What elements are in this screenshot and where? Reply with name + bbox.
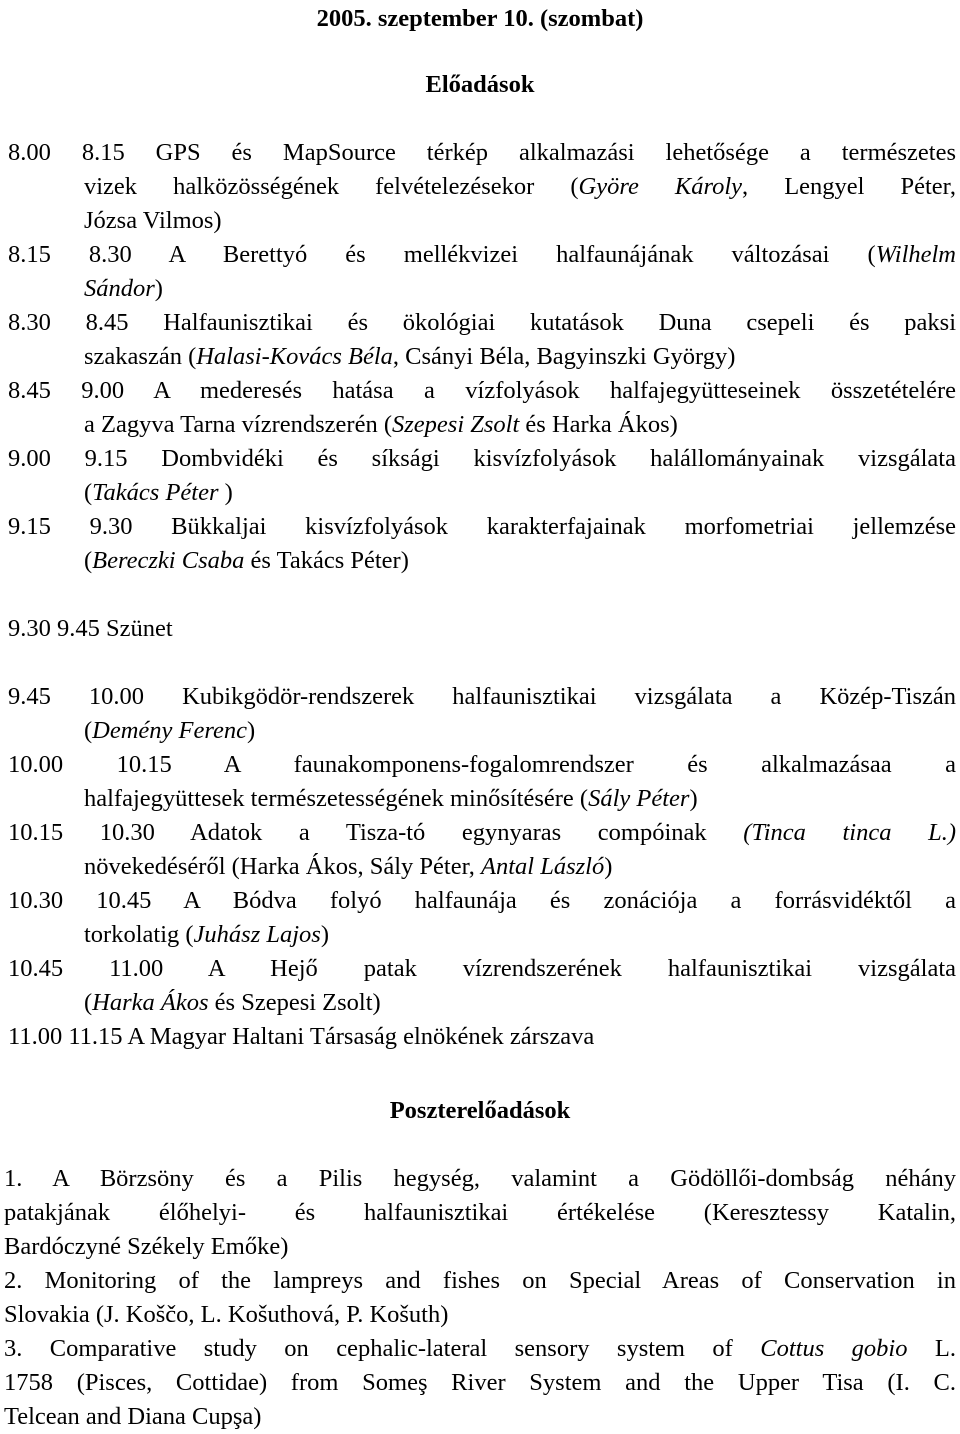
poster-entry bbox=[0, 1332, 960, 1434]
talk-entry bbox=[0, 510, 960, 578]
talk-entry bbox=[0, 612, 960, 646]
talk-entry bbox=[0, 136, 960, 238]
italic-author-name: Juhász Lajos bbox=[193, 921, 321, 948]
poster-line: Bardóczyné Székely Emőke) bbox=[4, 1233, 289, 1260]
italic-author-name: Szepesi Zsolt bbox=[392, 411, 520, 438]
italic-author-name: Antal László bbox=[481, 853, 605, 880]
talk-entry bbox=[0, 374, 960, 442]
italic-author-name: Sály Péter bbox=[588, 785, 690, 812]
spacer bbox=[0, 646, 960, 680]
talk-continuation-line: a Zagyva Tarna vízrendszerén (Szepesi Zsolt és Harka Ákos) bbox=[84, 411, 678, 438]
talk-title-line: 10.30 10.45 A Bódva folyó halfaunája és zonációja a forrásvidéktől a bbox=[8, 887, 956, 914]
talk-entry bbox=[0, 952, 960, 1020]
talk-continuation-line: Sándor) bbox=[84, 275, 163, 302]
talk-continuation-line: szakaszán (Halasi-Kovács Béla, Csányi Béla, Bagyinszki György) bbox=[84, 343, 736, 370]
talk-continuation-line: halfajegyüttesek természetességének minősítésére (Sály Péter) bbox=[84, 785, 698, 812]
talk-continuation-line: (Harka Ákos és Szepesi Zsolt) bbox=[84, 989, 381, 1016]
talk-title-line: 11.00 11.15 A Magyar Haltani Társaság elnökének zárszava bbox=[8, 1023, 595, 1050]
spacer bbox=[0, 578, 960, 612]
talk-title-line: 9.15 9.30 Bükkaljai kisvízfolyások karakterfajainak morfometriai jellemzése bbox=[8, 513, 956, 540]
talk-entry bbox=[0, 1020, 960, 1054]
posters-list bbox=[0, 1162, 960, 1434]
poster-line: 1758 (Pisces, Cottidae) from Someş River System and the Upper Tisa (I. C. bbox=[4, 1369, 956, 1396]
italic-author-name: (Tinca tinca L.) bbox=[743, 819, 957, 846]
talk-title-line: 10.45 11.00 A Hejő patak vízrendszerének halfaunisztikai vizsgálata bbox=[8, 955, 956, 982]
talk-continuation-line: vizek halközösségének felvételezésekor (Györe Károly, Lengyel Péter, bbox=[84, 173, 956, 200]
posters-section-heading: Poszterelőadások bbox=[389, 1097, 571, 1124]
poster-line: patakjának élőhelyi- és halfaunisztikai értékelése (Keresztessy Katalin, bbox=[4, 1199, 956, 1226]
talk-entry bbox=[0, 306, 960, 374]
italic-author-name: Györe Károly bbox=[578, 173, 743, 200]
talk-continuation-line: Józsa Vilmos) bbox=[84, 207, 222, 234]
talk-title-line: 8.15 8.30 A Berettyó és mellékvizei halfaunájának változásai (Wilhelm bbox=[8, 241, 956, 268]
talk-entry bbox=[0, 816, 960, 884]
poster-line: 3. Comparative study on cephalic-lateral sensory system of Cottus gobio L. bbox=[4, 1335, 957, 1362]
talk-entry bbox=[0, 748, 960, 816]
talk-entry bbox=[0, 238, 960, 306]
italic-author-name: Harka Ákos bbox=[92, 989, 209, 1016]
talk-title-line: 8.00 8.15 GPS és MapSource térkép alkalmazási lehetősége a természetes bbox=[8, 139, 956, 166]
italic-author-name: Halasi-Kovács Béla bbox=[196, 343, 393, 370]
talk-title-line: 10.00 10.15 A faunakomponens-fogalomrendszer és alkalmazásaa a bbox=[8, 751, 956, 778]
poster-line: 2. Monitoring of the lampreys and fishes on Special Areas of Conservation in bbox=[4, 1267, 956, 1294]
talk-continuation-line: növekedéséről (Harka Ákos, Sály Péter, Antal László) bbox=[84, 853, 613, 880]
talk-continuation-line: (Takács Péter ) bbox=[84, 479, 233, 506]
talk-continuation-line: (Demény Ferenc) bbox=[84, 717, 256, 744]
poster-line: Telcean and Diana Cupşa) bbox=[4, 1403, 262, 1430]
talk-title-line: 9.00 9.15 Dombvidéki és síksági kisvízfolyások halállományainak vizsgálata bbox=[8, 445, 956, 472]
talk-title-line: 9.30 9.45 Szünet bbox=[8, 615, 173, 642]
poster-entry bbox=[0, 1264, 960, 1332]
talk-entry bbox=[0, 680, 960, 748]
italic-author-name: Wilhelm bbox=[875, 241, 956, 268]
talks-section-heading: Előadások bbox=[425, 71, 535, 98]
poster-entry bbox=[0, 1162, 960, 1264]
poster-line: 1. A Börzsöny és a Pilis hegység, valamint a Gödöllői-dombság néhány bbox=[4, 1165, 956, 1192]
talk-continuation-line: torkolatig (Juhász Lajos) bbox=[84, 921, 330, 948]
italic-author-name: Bereczki Csaba bbox=[92, 547, 245, 574]
italic-author-name: Demény Ferenc bbox=[92, 717, 248, 744]
italic-author-name: Sándor bbox=[84, 275, 155, 302]
italic-author-name: Cottus gobio bbox=[760, 1335, 908, 1362]
talk-title-line: 8.45 9.00 A mederesés hatása a vízfolyások halfajegyütteseinek összetételére bbox=[8, 377, 956, 404]
document-date-heading: 2005. szeptember 10. (szombat) bbox=[316, 5, 644, 32]
talk-continuation-line: (Bereczki Csaba és Takács Péter) bbox=[84, 547, 409, 574]
italic-author-name: Takács Péter bbox=[92, 479, 219, 506]
talk-entry bbox=[0, 442, 960, 510]
poster-line: Slovakia (J. Koščo, L. Košuthová, P. Košuth) bbox=[4, 1301, 449, 1328]
talks-list bbox=[0, 136, 960, 1054]
talk-entry bbox=[0, 884, 960, 952]
talk-title-line: 9.45 10.00 Kubikgödör-rendszerek halfaunisztikai vizsgálata a Közép-Tiszán bbox=[8, 683, 956, 710]
talk-title-line: 10.15 10.30 Adatok a Tisza-tó egynyaras compóinak (Tinca tinca L.) bbox=[8, 819, 957, 846]
talk-title-line: 8.30 8.45 Halfaunisztikai és ökológiai kutatások Duna csepeli és paksi bbox=[8, 309, 956, 336]
